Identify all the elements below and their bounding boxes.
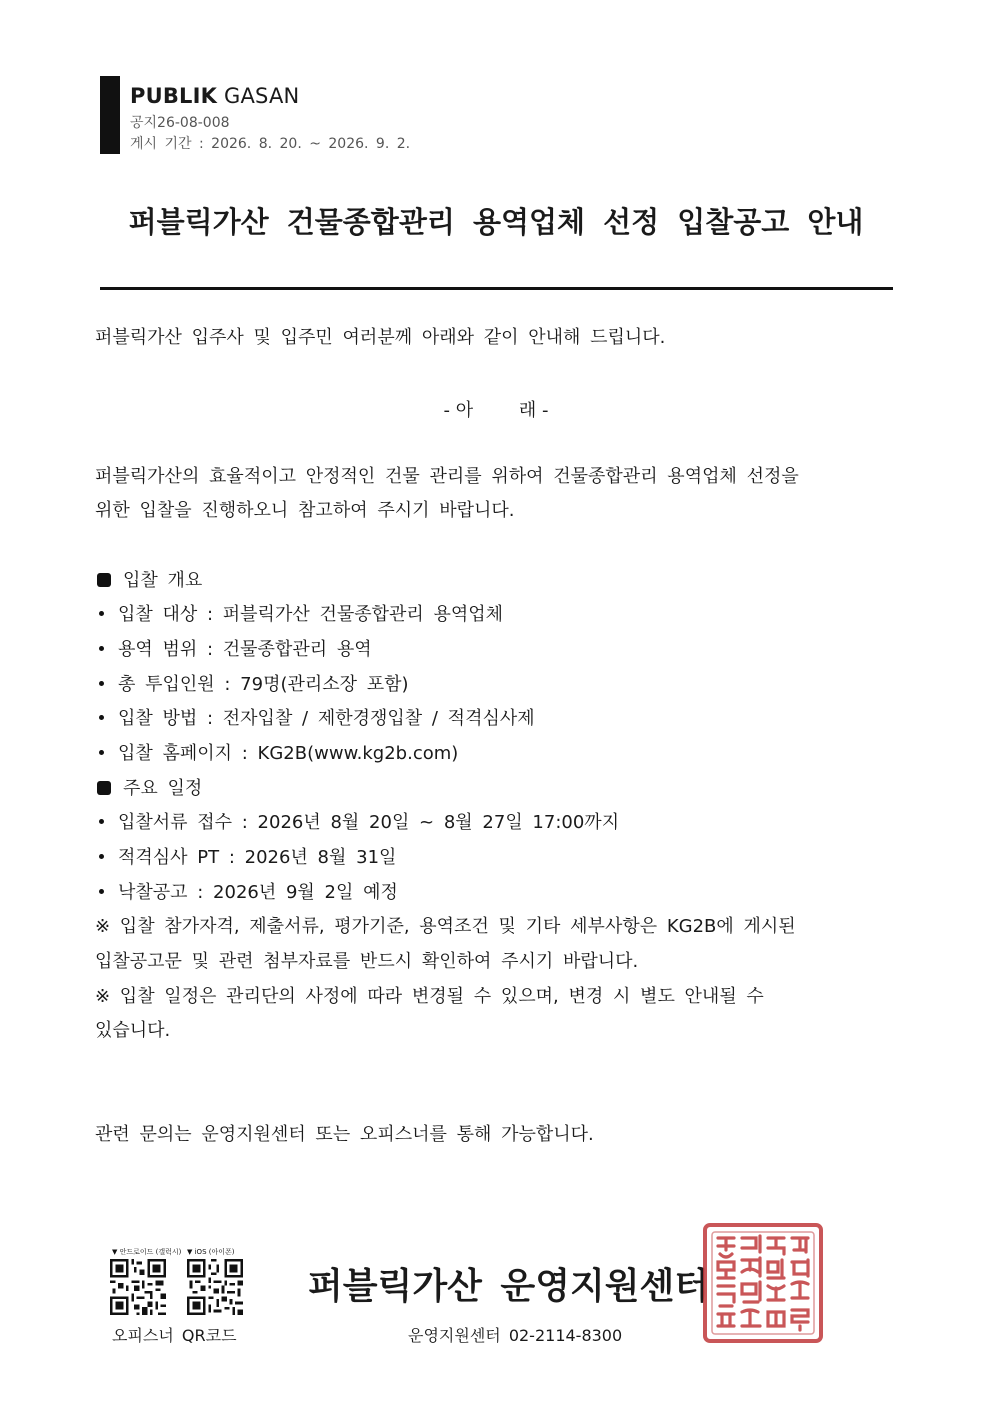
dot-bullet-icon xyxy=(99,611,104,616)
brand-light-text: GASAN xyxy=(224,84,300,108)
dot-bullet-icon xyxy=(99,646,104,651)
qr-ios-label: ▼ iOS (아이폰) xyxy=(187,1248,235,1256)
title-divider xyxy=(100,287,893,290)
document-title: 퍼블릭가산 건물종합관리 용역업체 선정 입찰공고 안내 xyxy=(128,205,864,239)
square-bullet-icon xyxy=(97,781,111,795)
intro-line-2: 위한 입찰을 진행하오니 참고하여 주시기 바랍니다. xyxy=(95,500,515,521)
ios-qr-code-icon[interactable] xyxy=(187,1259,243,1315)
dot-bullet-icon xyxy=(99,715,104,720)
qr-android-label: ▼ 안드로이드 (갤럭시) xyxy=(112,1248,182,1256)
official-seal-stamp-icon xyxy=(702,1222,824,1344)
dot-bullet-icon xyxy=(99,819,104,824)
greeting-text: 퍼블릭가산 입주사 및 입주민 여러분께 아래와 같이 안내해 드립니다. xyxy=(95,327,666,348)
section-heading-text: 입찰 개요 xyxy=(123,570,203,591)
organization-name: 퍼블릭가산 운영지원센터 xyxy=(308,1266,710,1307)
list-item-text: 낙찰공고 : 2026년 9월 2일 예정 xyxy=(118,882,398,903)
list-item xyxy=(95,707,535,731)
note-1-line-1: ※ 입찰 참가자격, 제출서류, 평가기준, 용역조건 및 기타 세부사항은 KG2B에 게시된 xyxy=(95,916,796,937)
list-item-text: 용역 범위 : 건물종합관리 용역 xyxy=(118,639,372,660)
list-item xyxy=(95,811,619,835)
note-2-line-1: ※ 입찰 일정은 관리단의 사정에 따라 변경될 수 있으며, 변경 시 별도 안내될 수 xyxy=(95,986,764,1007)
section-heading-text: 주요 일정 xyxy=(123,778,203,799)
list-item-text: 입찰 홈페이지 : KG2B(www.kg2b.com) xyxy=(118,743,459,764)
qr-caption: 오피스너 QR코드 xyxy=(112,1326,237,1345)
dot-bullet-icon xyxy=(99,750,104,755)
list-item-text: 입찰 방법 : 전자입찰 / 제한경쟁입찰 / 적격심사제 xyxy=(118,708,535,729)
section-heading-schedule xyxy=(95,777,202,801)
note-1-line-2: 입찰공고문 및 관련 첨부자료를 반드시 확인하여 주시기 바랍니다. xyxy=(95,951,639,972)
android-qr-code-icon[interactable] xyxy=(110,1259,166,1315)
organization-phone: 운영지원센터 02-2114-8300 xyxy=(408,1326,623,1345)
list-item xyxy=(95,673,409,697)
notice-number: 공지26-08-008 xyxy=(130,115,230,131)
dot-bullet-icon xyxy=(99,889,104,894)
list-item xyxy=(95,742,458,766)
section-heading-overview xyxy=(95,569,202,593)
header-accent-bar xyxy=(100,76,120,154)
list-item xyxy=(95,846,396,870)
posting-period: 게시 기간 : 2026. 8. 20. ~ 2026. 9. 2. xyxy=(130,136,411,152)
list-item-text: 적격심사 PT : 2026년 8월 31일 xyxy=(118,847,397,868)
below-marker: - 아 래 - xyxy=(443,400,549,421)
inquiry-text: 관련 문의는 운영지원센터 또는 오피스너를 통해 가능합니다. xyxy=(95,1124,594,1145)
list-item-text: 입찰서류 접수 : 2026년 8월 20일 ~ 8월 27일 17:00까지 xyxy=(118,812,620,833)
brand-bold-text: PUBLIK xyxy=(130,84,218,108)
note-2-line-2: 있습니다. xyxy=(95,1020,171,1041)
dot-bullet-icon xyxy=(99,681,104,686)
dot-bullet-icon xyxy=(99,854,104,859)
list-item xyxy=(95,638,372,662)
list-item xyxy=(95,881,398,905)
list-item-text: 입찰 대상 : 퍼블릭가산 건물종합관리 용역업체 xyxy=(118,604,504,625)
list-item-text: 총 투입인원 : 79명(관리소장 포함) xyxy=(118,674,409,695)
brand-logo xyxy=(130,84,299,108)
square-bullet-icon xyxy=(97,573,111,587)
list-item xyxy=(95,603,503,627)
intro-line-1: 퍼블릭가산의 효율적이고 안정적인 건물 관리를 위하여 건물종합관리 용역업체 선정을 xyxy=(95,466,799,487)
